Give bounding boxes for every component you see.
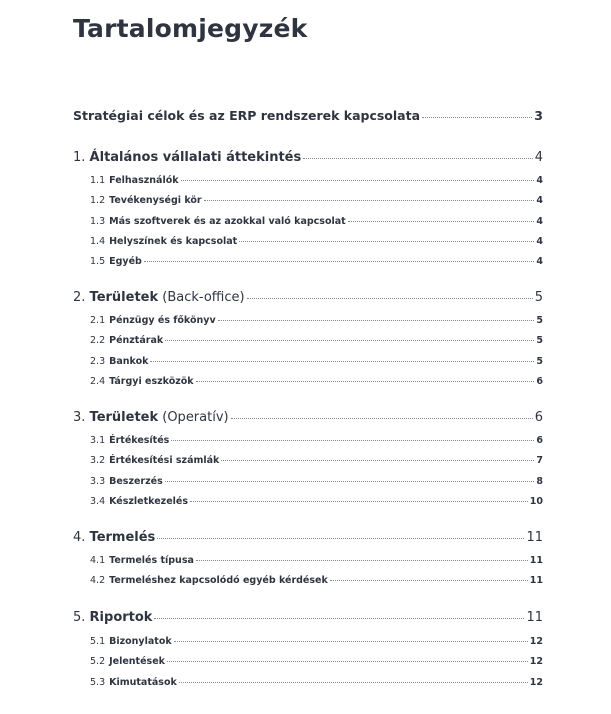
toc-section-4[interactable] — [73, 530, 543, 545]
entry-number: 5.3 — [90, 676, 106, 688]
dot-leader — [303, 158, 532, 159]
section-subtitle: (Back-office) — [158, 290, 245, 305]
toc-section-5[interactable] — [73, 610, 543, 625]
dot-leader — [348, 221, 535, 222]
entry-label: Tevékenységi kör — [109, 195, 202, 207]
toc-page-number: 4 — [536, 175, 543, 186]
toc-page-number: 12 — [529, 676, 543, 688]
dot-leader — [239, 241, 534, 242]
entry-number: 3.1 — [90, 435, 106, 446]
toc-entry[interactable] — [90, 335, 543, 346]
toc-page-number: 5 — [536, 335, 543, 347]
toc-page-number: 3 — [534, 108, 543, 123]
toc-section-label — [73, 290, 245, 305]
section-title: Területek — [89, 410, 159, 425]
entry-label: Tárgyi eszközök — [109, 375, 194, 387]
dot-leader — [221, 460, 534, 461]
toc-entry[interactable] — [90, 575, 543, 586]
toc-entry[interactable] — [90, 656, 543, 667]
toc-page-number: 6 — [534, 410, 543, 425]
section-number: 1. — [73, 150, 86, 165]
toc-section-label — [73, 610, 152, 625]
toc-page-number: 5 — [534, 290, 543, 305]
toc-entry[interactable] — [90, 256, 543, 267]
entry-label: Felhasználók — [109, 175, 179, 186]
entry-label: Termelés típusa — [109, 555, 194, 566]
dot-leader — [171, 440, 534, 441]
entry-label: Pénztárak — [109, 335, 164, 347]
toc-page-number: 7 — [536, 455, 543, 467]
toc-page-number: 4 — [536, 215, 543, 227]
toc-page-number: 11 — [529, 555, 543, 566]
entry-label: Egyéb — [109, 256, 142, 268]
toc-section-3[interactable] — [73, 410, 543, 425]
dot-leader — [190, 501, 528, 502]
entry-number: 2.2 — [90, 335, 106, 347]
section-number: 4. — [73, 530, 86, 545]
toc-page-number: 11 — [526, 610, 543, 625]
dot-leader — [165, 340, 534, 341]
entry-number: 1.3 — [90, 215, 106, 227]
toc-entry[interactable] — [90, 476, 543, 487]
entry-label: Termeléshez kapcsolódó egyéb kérdések — [109, 575, 328, 587]
section-title: Riportok — [89, 610, 153, 625]
dot-leader — [181, 180, 535, 181]
toc-entry[interactable] — [90, 236, 543, 247]
toc-section-label — [73, 150, 301, 165]
toc-page-number: 6 — [536, 375, 543, 387]
toc-entry[interactable] — [90, 555, 543, 566]
toc-entry-intro[interactable] — [73, 108, 543, 123]
toc-entry[interactable] — [90, 216, 543, 227]
entry-number: 3.4 — [90, 495, 106, 507]
toc-page-number: 4 — [536, 256, 543, 268]
toc-entry-label: Stratégiai célok és az ERP rendszerek kapcsolata — [73, 108, 421, 123]
dot-leader — [247, 298, 533, 299]
entry-number: 1.1 — [90, 175, 106, 186]
dot-leader — [144, 261, 535, 262]
toc-page-number: 4 — [536, 195, 543, 207]
toc-entry[interactable] — [90, 455, 543, 466]
section-title: Termelés — [89, 530, 156, 545]
entry-label: Beszerzés — [109, 475, 163, 487]
entry-label: Pénzügy és főkönyv — [109, 315, 216, 326]
dot-leader — [179, 682, 528, 683]
dot-leader — [150, 361, 534, 362]
toc-entry[interactable] — [90, 356, 543, 367]
toc-page-number: 11 — [529, 575, 543, 587]
dot-leader — [231, 418, 533, 419]
entry-label: Más szoftverek és az azokkal való kapcsolat — [109, 215, 346, 227]
entry-number: 2.3 — [90, 355, 106, 367]
entry-number: 1.4 — [90, 235, 106, 247]
entry-label: Értékesítés — [109, 435, 170, 446]
dot-leader — [204, 200, 535, 201]
toc-page-number: 5 — [536, 355, 543, 367]
dot-leader — [196, 381, 535, 382]
dot-leader — [167, 661, 528, 662]
toc-page-number: 8 — [536, 475, 543, 487]
entry-number: 2.4 — [90, 375, 106, 387]
entry-label: Bankok — [109, 355, 149, 367]
toc-section-label — [73, 410, 229, 425]
entry-number: 3.3 — [90, 475, 106, 487]
toc-entry[interactable] — [90, 175, 543, 186]
section-title: Területek — [89, 290, 159, 305]
entry-label: Értékesítési számlák — [109, 455, 220, 467]
entry-number: 1.5 — [90, 256, 106, 268]
toc-entry[interactable] — [90, 376, 543, 387]
dot-leader — [218, 320, 535, 321]
dot-leader — [196, 560, 528, 561]
toc-entry[interactable] — [90, 636, 543, 647]
toc-entry[interactable] — [90, 435, 543, 446]
section-number: 3. — [73, 410, 86, 425]
entry-label: Jelentések — [109, 656, 165, 668]
entry-number: 1.2 — [90, 195, 106, 207]
toc-page-number: 6 — [536, 435, 543, 446]
dot-leader — [422, 117, 532, 118]
entry-number: 5.1 — [90, 636, 106, 647]
toc-page-number: 12 — [529, 636, 543, 647]
entry-label: Bizonylatok — [109, 636, 172, 647]
toc-entry[interactable] — [90, 677, 543, 688]
dot-leader — [157, 538, 524, 539]
dot-leader — [154, 618, 524, 619]
toc-section-label — [73, 530, 155, 545]
page-title: Tartalomjegyzék — [73, 14, 308, 43]
entry-label: Kimutatások — [109, 676, 177, 688]
section-title: Általános vállalati áttekintés — [89, 150, 302, 165]
toc-section-1[interactable] — [73, 150, 543, 165]
toc-page-number: 4 — [536, 235, 543, 247]
toc-page-number: 12 — [529, 656, 543, 668]
toc-section-2[interactable] — [73, 290, 543, 305]
entry-number: 2.1 — [90, 315, 106, 326]
dot-leader — [165, 481, 535, 482]
toc-page-number: 4 — [534, 150, 543, 165]
entry-number: 4.2 — [90, 575, 106, 587]
section-number: 5. — [73, 610, 86, 625]
entry-number: 4.1 — [90, 555, 106, 566]
section-subtitle: (Operatív) — [158, 410, 229, 425]
dot-leader — [330, 580, 528, 581]
toc-page-number: 11 — [526, 530, 543, 545]
entry-number: 3.2 — [90, 455, 106, 467]
section-number: 2. — [73, 290, 86, 305]
entry-label: Készletkezelés — [109, 495, 189, 507]
toc-entry[interactable] — [90, 315, 543, 326]
toc-entry[interactable] — [90, 496, 543, 507]
dot-leader — [174, 641, 528, 642]
entry-number: 5.2 — [90, 656, 106, 668]
toc-entry[interactable] — [90, 195, 543, 206]
toc-page-number: 5 — [536, 315, 543, 326]
entry-label: Helyszínek és kapcsolat — [109, 235, 238, 247]
toc-page-number: 10 — [529, 495, 543, 507]
